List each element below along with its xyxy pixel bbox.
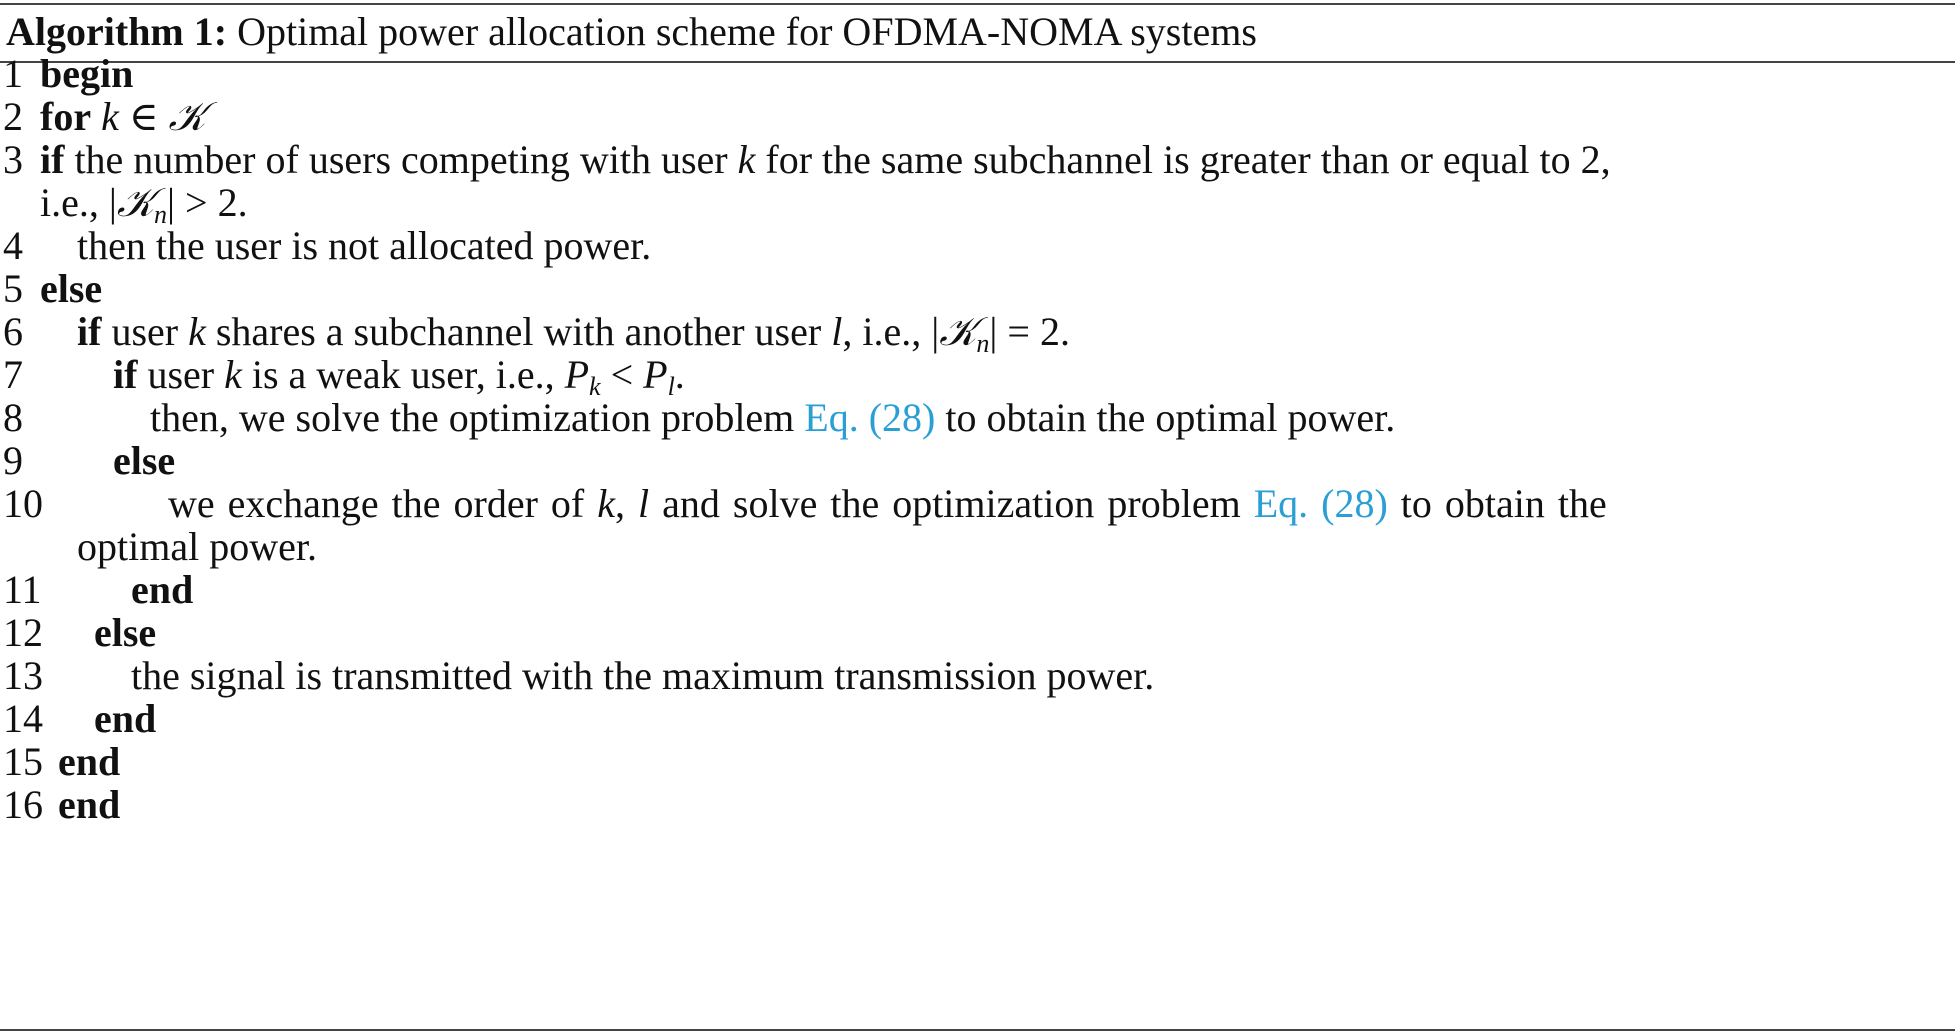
text: to obtain the optimal power. [935,395,1396,440]
line-number: 5 [3,266,23,311]
variable: k [597,481,616,526]
text: . [674,352,685,397]
algorithm-caption: Optimal power allocation scheme for OFDMA-NOMA systems [237,9,1257,54]
top-rule [0,3,1955,5]
line-text: optimal power. [77,524,317,569]
text: shares a subchannel with another user [205,309,832,354]
text: for the same subchannel is greater than or equal to 2, [755,137,1611,182]
set-symbol: 𝒦 [939,309,977,355]
keyword: end [94,696,157,741]
variable: P [564,352,590,397]
text: is a weak user, i.e., [241,352,565,397]
keyword: end [58,739,121,784]
keyword: else [40,266,103,311]
line-number: 15 [3,739,43,784]
keyword: if [77,309,102,354]
equation-link[interactable]: Eq. (28) [804,395,936,440]
keyword: end [58,782,121,827]
line-number: 10 [3,481,43,526]
keyword: if [40,137,65,182]
text: , [615,481,639,526]
variable: l [638,481,650,526]
line-number: 3 [3,137,23,182]
subscript: k [589,372,601,401]
keyword: begin [40,51,134,96]
algorithm-label: Algorithm 1: [6,9,228,54]
bottom-rule [0,1029,1955,1031]
variable: l [831,309,843,354]
line-number: 11 [3,567,42,612]
text: the number of users competing with user [64,137,738,182]
algorithm-title [6,6,1257,58]
variable: k [224,352,242,397]
equation-link[interactable]: Eq. (28) [1253,481,1388,526]
subscript: n [976,329,990,358]
variable: k [101,94,119,139]
line-number: 2 [3,94,23,139]
line-text: the signal is transmitted with the maximum transmission power. [131,653,1155,698]
text: then, we solve the optimization problem [150,395,805,440]
line-number: 6 [3,309,23,354]
header-rule [0,61,1955,63]
keyword: end [131,567,194,612]
keyword: else [94,610,157,655]
line-number: 7 [3,352,23,397]
line-body [168,478,1607,530]
subscript: n [154,200,168,229]
line-body [40,134,1611,186]
operator: ∈ [118,94,169,139]
line-number: 12 [3,610,43,655]
line-number: 4 [3,223,23,268]
line-text: then the user is not allocated power. [77,223,652,268]
variable: k [188,309,206,354]
text: to obtain the [1387,481,1607,526]
subscript: l [667,372,675,401]
set-symbol: 𝒦 [116,180,155,226]
text: , i.e., | [842,309,940,354]
text: user [137,352,225,397]
text: | > 2. [167,180,248,225]
line-number: 16 [3,782,43,827]
line-number: 1 [3,51,23,96]
line-number: 14 [3,696,43,741]
variable: k [737,137,756,182]
line-body [150,392,1395,444]
keyword: for [40,94,92,139]
text: user [101,309,189,354]
text: < [600,352,644,397]
text: i.e., | [40,180,117,225]
line-number: 13 [3,653,43,698]
variable: P [643,352,668,397]
line-number: 9 [3,438,23,483]
text: and solve the optimization problem [649,481,1254,526]
keyword: else [113,438,176,483]
text: we exchange the order of [168,481,598,526]
set-symbol: 𝒦 [168,94,206,140]
keyword: if [113,352,138,397]
line-number: 8 [3,395,23,440]
text: | = 2. [989,309,1070,354]
